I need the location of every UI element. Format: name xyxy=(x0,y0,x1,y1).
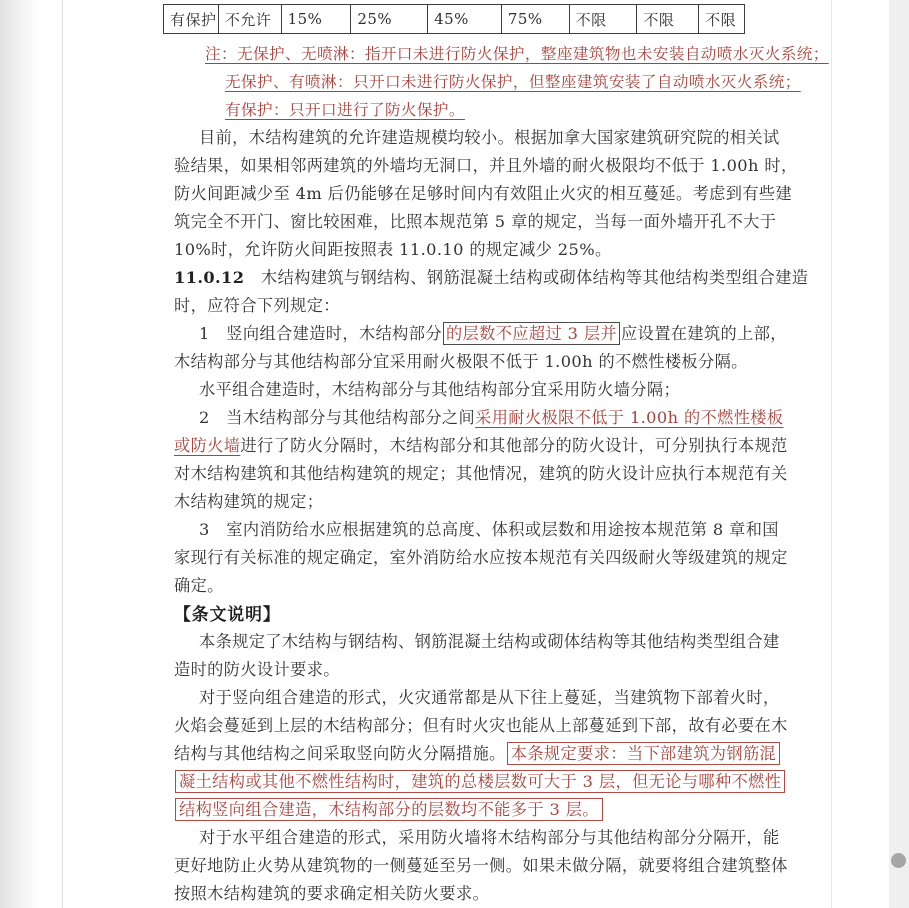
text-line xyxy=(174,320,787,348)
page-edge-shadow-left xyxy=(0,0,38,908)
text-segment: 对木结构建筑和其他结构建筑的规定；其他情况，建筑的防火设计应执行本规范有关 xyxy=(174,464,788,483)
text-segment: 10%时，允许防火间距按照表 11.0.10 的规定减少 25%。 xyxy=(174,240,612,259)
text-line xyxy=(174,740,777,768)
text-line xyxy=(174,236,749,264)
text-segment: 按照木结构建筑的要求确定相关防火要求。 xyxy=(174,884,490,903)
fire-protection-table-row xyxy=(163,4,745,34)
text-segment: 【条文说明】 xyxy=(174,604,281,624)
text-line xyxy=(174,208,777,236)
table-cell: 不限 xyxy=(705,10,737,29)
text-segment: 2 当木结构部分与其他结构部分之间 xyxy=(199,408,476,427)
table-cell: 不允许 xyxy=(219,5,282,33)
text-line xyxy=(174,432,788,460)
text-line xyxy=(174,68,801,96)
text-line xyxy=(174,544,788,572)
text-line xyxy=(174,824,780,852)
text-line xyxy=(174,684,780,712)
text-segment: 木结构部分与其他结构部分宜采用耐火极限不低于 1.00h 的不燃性楼板分隔。 xyxy=(174,352,748,371)
text-segment: 木结构建筑的规定； xyxy=(174,492,324,511)
text-line xyxy=(174,404,784,432)
text-segment: 水平组合建造时，木结构部分与其他结构部分宜采用防火墙分隔； xyxy=(199,380,681,399)
text-segment: 家现行有关标准的规定确定，室外消防给水应按本规范有关四级耐火等级建筑的规定 xyxy=(174,548,788,567)
highlight-segment: 结构竖向组合建造，木结构部分的层数均不能多于 3 层。 xyxy=(175,798,603,821)
document-body-text xyxy=(174,124,809,908)
text-segment: 木结构建筑与钢结构、钢筋混凝土结构或砌体结构等其他结构类型组合建造 xyxy=(244,268,809,287)
explanation-header xyxy=(174,600,749,628)
text-line xyxy=(174,96,749,124)
page-right-border xyxy=(831,0,832,908)
text-segment: 更好地防止火势从建筑物的一侧蔓延至另一侧。如果未做分隔，就要将组合建筑整体 xyxy=(174,856,788,875)
text-line xyxy=(174,292,749,320)
text-line xyxy=(174,376,749,404)
text-segment: 验结果，如果相邻两建筑的外墙均无洞口，并且外墙的耐火极限均不低于 1.00h 时， xyxy=(174,156,798,175)
table-notes xyxy=(174,40,829,124)
highlight-segment: 采用耐火极限不低于 1.00h 的不燃性楼板 xyxy=(475,408,784,427)
highlight-segment: 或防火墙 xyxy=(174,436,241,455)
text-line xyxy=(174,656,749,684)
table-cell: 不限 xyxy=(637,5,699,33)
text-segment: 1 竖向组合建造时，木结构部分 xyxy=(199,324,442,343)
text-line xyxy=(174,880,749,908)
highlight-segment: 的层数不应超过 3 层并 xyxy=(443,322,620,345)
table-cell: 25% xyxy=(351,5,428,33)
text-line xyxy=(174,460,788,488)
table-cell: 不限 xyxy=(570,5,638,33)
text-line xyxy=(174,516,779,544)
text-segment: 防火间距减少至 4m 后仍能够在足够时间内有效阻止火灾的相互蔓延。考虑到有些建 xyxy=(174,184,793,203)
highlight-segment: 凝土结构或其他不燃性结构时，建筑的总楼层数可大于 3 层，但无论与哪种不燃性 xyxy=(175,770,785,793)
text-segment: 造时的防火设计要求。 xyxy=(174,660,340,679)
text-line xyxy=(174,180,793,208)
text-segment: 本条规定了木结构与钢结构、钢筋混凝土结构或砌体结构等其他结构类型组合建 xyxy=(199,632,780,651)
table-cell: 45% xyxy=(428,5,502,33)
text-line xyxy=(174,40,829,68)
highlight-segment: 注：无保护、无喷淋：指开口未进行防火保护，整座建筑物也未安装自动喷水灭火系统； xyxy=(205,45,829,63)
text-segment: 3 室内消防给水应根据建筑的总高度、体积或层数和用途按本规范第 8 章和国 xyxy=(199,520,779,539)
text-line xyxy=(174,712,788,740)
text-segment: 11.0.12 xyxy=(174,268,245,287)
text-segment: 时，应符合下列规定： xyxy=(174,296,340,315)
scrollbar-thumb[interactable] xyxy=(891,853,906,868)
text-line xyxy=(174,628,780,656)
text-segment: 应设置在建筑的上部， xyxy=(621,324,787,343)
text-segment: 对于水平组合建造的形式，采用防火墙将木结构部分与其他结构部分分隔开，能 xyxy=(199,828,780,847)
text-line xyxy=(174,488,749,516)
text-segment: 结构与其他结构之间采取竖向防火分隔措施。 xyxy=(174,744,506,763)
scrollbar-track[interactable] xyxy=(889,0,909,908)
text-segment: 筑完全不开门、窗比较困难，比照本规范第 5 章的规定，当每一面外墙开孔不大于 xyxy=(174,212,777,231)
table-cell: 有保护 xyxy=(164,5,219,33)
text-line xyxy=(174,852,788,880)
text-segment: 对于竖向组合建造的形式，火灾通常都是从下往上蔓延，当建筑物下部着火时， xyxy=(199,688,780,707)
text-line xyxy=(174,348,749,376)
table-cell: 15% xyxy=(282,5,352,33)
clause-number-line xyxy=(174,264,809,292)
text-segment: 火焰会蔓延到上层的木结构部分；但有时火灾也能从上部蔓延到下部，故有必要在木 xyxy=(174,716,788,735)
text-segment: 进行了防火分隔时，木结构部分和其他部分的防火设计，可分别执行本规范 xyxy=(240,436,788,455)
highlight-segment: 本条规定要求：当下部建筑为钢筋混 xyxy=(507,742,780,765)
text-line xyxy=(174,572,749,600)
table-cell: 75% xyxy=(502,5,570,33)
text-line xyxy=(174,152,798,180)
page-left-border xyxy=(62,0,63,908)
text-line xyxy=(174,768,782,796)
highlight-segment: 有保护：只开口进行了防火保护。 xyxy=(225,101,465,119)
text-segment: 确定。 xyxy=(174,576,224,595)
text-segment: 目前，木结构建筑的允许建造规模均较小。根据加拿大国家建筑研究院的相关试 xyxy=(199,128,780,147)
highlight-segment: 无保护、有喷淋：只开口未进行防火保护，但整座建筑安装了自动喷水灭火系统； xyxy=(225,73,801,91)
text-line xyxy=(174,124,780,152)
text-line xyxy=(174,796,749,824)
